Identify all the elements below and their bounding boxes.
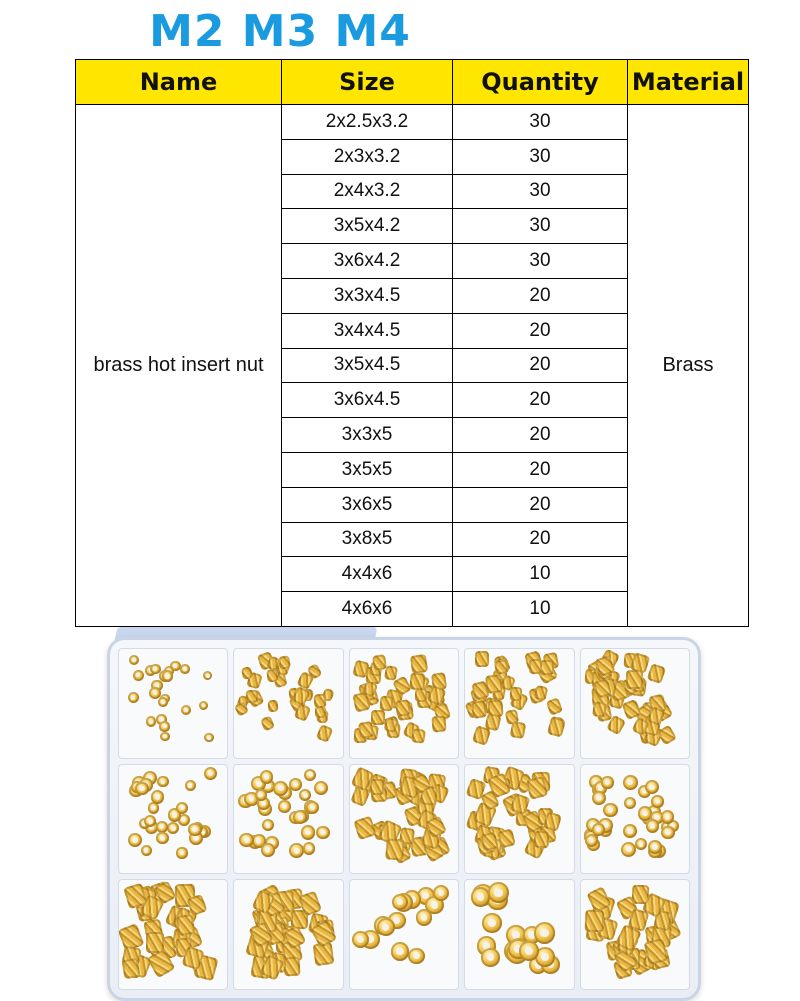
box-compartment [233, 648, 343, 759]
size-cell: 3x5x4.5 [282, 348, 453, 383]
size-cell: 2x4x3.2 [282, 174, 453, 209]
brass-insert-nut [176, 847, 187, 858]
brass-insert-nut [533, 830, 549, 848]
brass-insert-nut [146, 932, 164, 952]
brass-insert-nut [121, 958, 140, 979]
brass-insert-nut [273, 781, 288, 796]
brass-insert-nut [314, 781, 328, 795]
brass-insert-nut [377, 918, 395, 936]
box-compartment [580, 764, 690, 875]
brass-insert-nut [316, 826, 329, 839]
size-cell: 3x5x5 [282, 452, 453, 487]
brass-insert-nut [657, 724, 678, 745]
brass-insert-nut [289, 843, 304, 858]
brass-insert-nut [204, 733, 213, 742]
brass-insert-nut [160, 732, 169, 741]
header-size: Size [282, 60, 453, 105]
box-compartment [580, 648, 690, 759]
brass-insert-nut [315, 706, 325, 718]
brass-insert-nut [391, 942, 409, 960]
brass-insert-nut [412, 729, 426, 745]
brass-insert-nut [645, 780, 659, 794]
size-cell: 4x4x6 [282, 557, 453, 592]
brass-insert-nut [176, 913, 196, 936]
brass-insert-nut [133, 670, 144, 681]
brass-insert-nut [648, 840, 662, 854]
brass-insert-nut [585, 909, 605, 932]
quantity-cell: 20 [453, 383, 628, 418]
box-compartment [118, 648, 228, 759]
quantity-cell: 30 [453, 209, 628, 244]
size-cell: 2x2.5x3.2 [282, 105, 453, 140]
brass-insert-nut [371, 710, 384, 725]
box-compartment [349, 648, 459, 759]
brass-insert-nut [303, 842, 315, 854]
header-quantity: Quantity [453, 60, 628, 105]
brass-insert-nut [626, 670, 643, 689]
quantity-cell: 20 [453, 418, 628, 453]
table-row [76, 105, 749, 140]
brass-insert-nut [385, 838, 405, 860]
box-compartment [349, 879, 459, 990]
brass-insert-nut [146, 716, 156, 726]
box-compartment [233, 879, 343, 990]
brass-insert-nut [353, 815, 376, 840]
box-compartment [464, 764, 574, 875]
brass-insert-nut [128, 833, 142, 847]
brass-insert-nut [149, 687, 161, 699]
brass-insert-nut [651, 795, 663, 807]
brass-insert-nut [278, 800, 291, 813]
quantity-cell: 20 [453, 348, 628, 383]
spec-table [75, 59, 749, 627]
page-title: M2 M3 M4 [149, 6, 411, 57]
brass-insert-nut [301, 825, 315, 839]
brass-insert-nut [371, 654, 386, 671]
brass-insert-nut [380, 695, 394, 711]
size-cell: 3x6x5 [282, 487, 453, 522]
header-name: Name [76, 60, 282, 105]
brass-insert-nut [481, 948, 500, 967]
brass-insert-nut [306, 801, 319, 814]
brass-insert-nut [162, 670, 174, 682]
brass-insert-nut [534, 922, 556, 944]
brass-insert-nut [255, 789, 267, 801]
brass-insert-nut [472, 725, 492, 746]
brass-insert-nut [268, 700, 279, 712]
brass-insert-nut [128, 692, 139, 703]
brass-insert-nut [167, 822, 179, 834]
box-compartment [349, 764, 459, 875]
brass-insert-nut [635, 838, 647, 850]
brass-insert-nut [416, 909, 433, 926]
brass-insert-nut [278, 656, 291, 670]
brass-insert-nut [485, 674, 503, 694]
brass-insert-nut [129, 655, 139, 665]
brass-insert-nut [482, 913, 502, 933]
size-cell: 3x6x4.5 [282, 383, 453, 418]
brass-insert-nut [141, 845, 152, 856]
brass-insert-nut [156, 832, 169, 845]
brass-insert-nut [260, 715, 275, 731]
brass-insert-nut [316, 724, 334, 743]
brass-insert-nut [547, 716, 566, 737]
brass-insert-nut [180, 664, 190, 674]
size-cell: 3x3x4.5 [282, 278, 453, 313]
product-name-cell: brass hot insert nut [76, 105, 282, 627]
brass-insert-nut [585, 834, 598, 847]
size-cell: 3x5x4.2 [282, 209, 453, 244]
brass-insert-nut [601, 776, 613, 788]
quantity-cell: 30 [453, 105, 628, 140]
brass-insert-nut [431, 715, 446, 732]
table-header-row [76, 60, 749, 105]
brass-insert-nut [151, 790, 164, 803]
header-material: Material [628, 60, 749, 105]
box-compartment [233, 764, 343, 875]
box-compartment [464, 648, 574, 759]
brass-insert-nut [509, 721, 525, 739]
box-compartment [464, 879, 574, 990]
box-compartment [580, 879, 690, 990]
quantity-cell: 10 [453, 557, 628, 592]
brass-insert-nut [261, 843, 274, 856]
storage-box-compartments [118, 648, 690, 990]
brass-insert-nut [185, 780, 196, 791]
brass-insert-nut [475, 651, 489, 667]
size-cell: 3x8x5 [282, 522, 453, 557]
brass-insert-nut [284, 956, 301, 976]
brass-insert-nut [661, 810, 675, 824]
brass-insert-nut [410, 672, 427, 691]
brass-insert-nut [262, 819, 274, 831]
quantity-cell: 20 [453, 278, 628, 313]
quantity-cell: 20 [453, 313, 628, 348]
size-cell: 3x6x4.2 [282, 244, 453, 279]
brass-insert-nut [661, 826, 675, 840]
quantity-cell: 10 [453, 592, 628, 627]
brass-insert-nut [592, 791, 606, 805]
brass-insert-nut [156, 821, 168, 833]
brass-insert-nut [540, 660, 554, 676]
brass-insert-nut [408, 948, 425, 965]
quantity-cell: 30 [453, 174, 628, 209]
brass-insert-nut [188, 823, 201, 836]
brass-insert-nut [304, 769, 316, 781]
quantity-cell: 20 [453, 487, 628, 522]
brass-insert-nut [135, 782, 149, 796]
brass-insert-nut [646, 663, 665, 683]
size-cell: 3x3x5 [282, 418, 453, 453]
brass-insert-nut [181, 705, 191, 715]
brass-insert-nut [624, 797, 636, 809]
quantity-cell: 20 [453, 452, 628, 487]
box-compartment [118, 879, 228, 990]
brass-insert-nut [519, 941, 538, 960]
box-compartment [118, 764, 228, 875]
brass-insert-nut [410, 654, 428, 674]
brass-insert-nut [510, 687, 523, 702]
brass-insert-nut [289, 778, 302, 791]
quantity-cell: 30 [453, 139, 628, 174]
brass-insert-nut [623, 775, 638, 790]
material-cell: Brass [628, 105, 749, 627]
brass-insert-nut [545, 697, 563, 716]
brass-insert-nut [245, 690, 258, 704]
brass-insert-nut [395, 699, 411, 717]
brass-insert-nut [293, 810, 307, 824]
brass-insert-nut [529, 659, 543, 674]
storage-box-photo [107, 637, 701, 1001]
brass-insert-nut [533, 685, 548, 701]
brass-insert-nut [433, 885, 449, 901]
size-cell: 3x4x4.5 [282, 313, 453, 348]
brass-insert-nut [176, 802, 189, 815]
brass-insert-nut [358, 721, 374, 739]
brass-insert-nut [603, 803, 618, 818]
brass-insert-nut [623, 824, 637, 838]
brass-insert-nut [199, 701, 208, 710]
quantity-cell: 20 [453, 522, 628, 557]
brass-insert-nut [203, 671, 212, 680]
brass-insert-nut [157, 776, 168, 787]
size-cell: 2x3x3.2 [282, 139, 453, 174]
size-cell: 4x6x6 [282, 592, 453, 627]
brass-insert-nut [158, 697, 168, 707]
brass-insert-nut [646, 819, 660, 833]
brass-insert-nut [159, 721, 169, 731]
brass-insert-nut [204, 767, 217, 780]
brass-insert-nut [150, 664, 161, 675]
quantity-cell: 30 [453, 244, 628, 279]
brass-insert-nut [370, 779, 385, 796]
brass-insert-nut [148, 802, 159, 813]
